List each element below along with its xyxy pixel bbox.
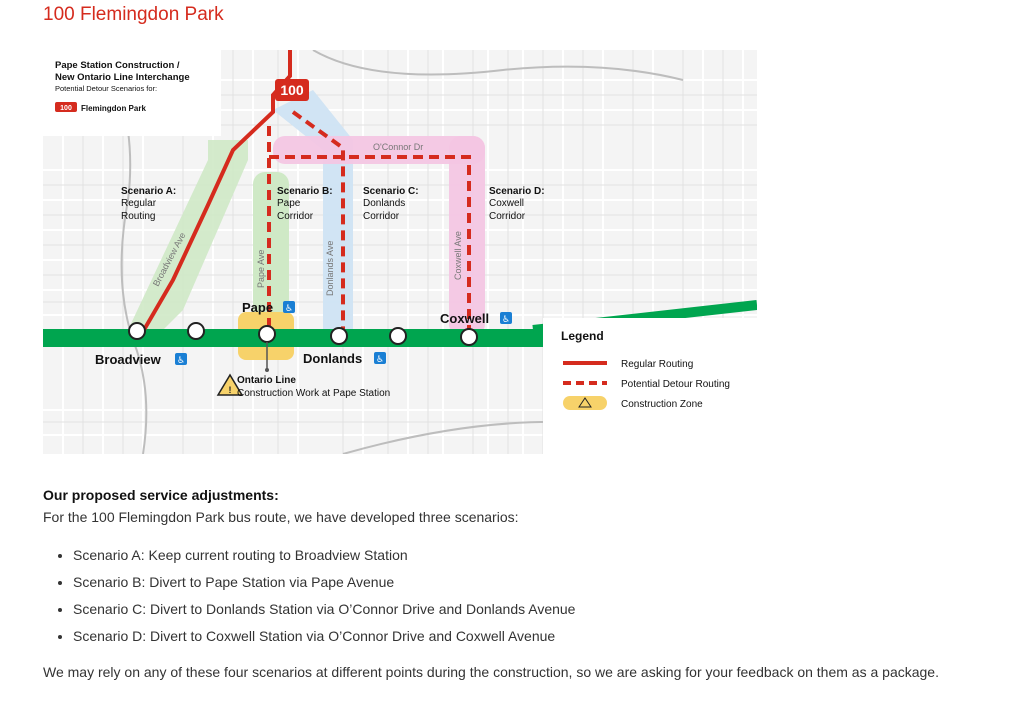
- scenario-a-line2: Regular: [121, 198, 157, 209]
- closing-text: We may rely on any of these four scenarios at different points during the construction, so we are asking for your feedback on them as a package.: [43, 664, 939, 680]
- scenario-b-line2: Pape: [277, 198, 301, 209]
- list-item: • Scenario B: Divert to Pape Station via Pape Avenue: [73, 574, 1003, 590]
- station-label-donlands: Donlands: [303, 351, 363, 366]
- scenario-d-line3: Corridor: [489, 211, 526, 222]
- scenario-b-line3: Corridor: [277, 211, 314, 222]
- detour-map: [43, 50, 757, 454]
- list-item: • Scenario A: Keep current routing to Broadview Station: [73, 547, 1003, 563]
- ontario-line-desc: Construction Work at Pape Station: [237, 388, 391, 399]
- street-label-coxwell: Coxwell Ave: [453, 231, 463, 280]
- scenario-list: [43, 547, 1003, 644]
- accessible-glyph-coxwell: ♿: [501, 315, 511, 325]
- legend-construction-label: Construction Zone: [621, 399, 703, 410]
- route-badge-small-text: 100: [60, 105, 72, 112]
- station-label-pape: Pape: [242, 300, 274, 315]
- scenario-d-title: Scenario D:: [489, 186, 545, 197]
- legend-detour-label: Potential Detour Routing: [621, 379, 730, 390]
- construction-warning-glyph: !: [228, 385, 232, 395]
- station-label-broadview: Broadview: [95, 352, 161, 367]
- street-label-donlands: Donlands Ave: [325, 240, 335, 296]
- scenario-c-title: Scenario C:: [363, 186, 419, 197]
- scenario-a-title: Scenario A:: [121, 186, 177, 197]
- scenario-d-line2: Coxwell: [489, 198, 525, 209]
- scenario-a-line3: Routing: [121, 211, 156, 222]
- map-header-line1: Pape Station Construction /: [55, 60, 180, 71]
- route-name-label: Flemingdon Park: [81, 104, 146, 113]
- legend-title: Legend: [561, 329, 604, 343]
- content-section: [43, 485, 1003, 680]
- scenario-b-title: Scenario B:: [277, 186, 333, 197]
- intro-text: For the 100 Flemingdon Park bus route, we have developed three scenarios:: [43, 509, 519, 525]
- station-label-coxwell: Coxwell: [440, 311, 490, 326]
- map-header-line2: New Ontario Line Interchange: [55, 72, 190, 83]
- list-item: • Scenario C: Divert to Donlands Station via O’Connor Drive and Donlands Avenue: [73, 601, 1003, 617]
- street-label-broadview: Broadview Ave: [150, 230, 188, 288]
- scenario-c-line3: Corridor: [363, 211, 400, 222]
- accessible-glyph-broadview: ♿: [176, 356, 186, 366]
- scenario-c-line2: Donlands: [363, 198, 406, 209]
- page-title: 100 Flemingdon Park: [43, 4, 224, 25]
- street-label-oconnor: O'Connor Dr: [373, 142, 424, 152]
- ontario-line-title: Ontario Line: [237, 375, 296, 386]
- callout-dot: [265, 368, 269, 372]
- map-header-line3: Potential Detour Scenarios for:: [55, 84, 158, 93]
- route-marker-text: 100: [280, 82, 304, 98]
- accessible-glyph-donlands: ♿: [375, 355, 385, 365]
- legend-regular-label: Regular Routing: [621, 359, 694, 370]
- list-item: • Scenario D: Divert to Coxwell Station via O’Connor Drive and Coxwell Avenue: [73, 628, 1003, 644]
- map-svg: [43, 50, 757, 454]
- street-label-pape: Pape Ave: [256, 249, 266, 288]
- section-heading: Our proposed service adjustments:: [43, 487, 279, 503]
- accessible-glyph-pape: ♿: [284, 304, 294, 314]
